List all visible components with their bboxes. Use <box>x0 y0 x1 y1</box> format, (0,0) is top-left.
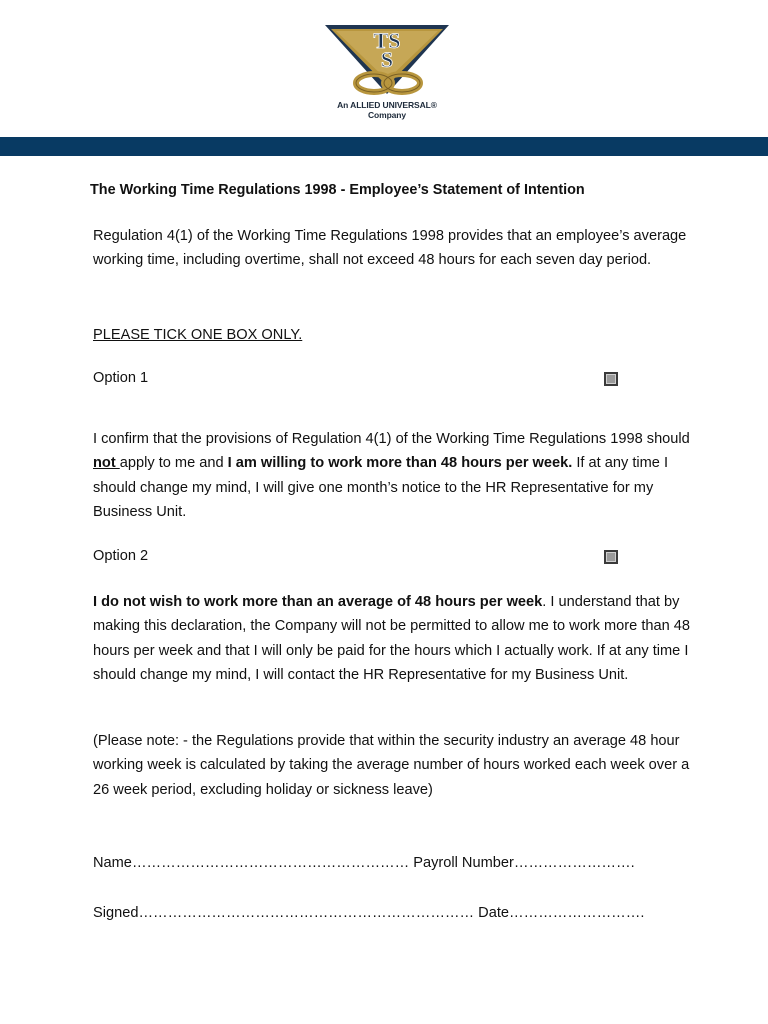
name-payroll-line <box>93 855 683 871</box>
option-1-bold: I am willing to work more than 48 hours per week. <box>227 455 573 472</box>
intro-paragraph: Regulation 4(1) of the Working Time Regulations 1998 provides that an employee’s average working time, including overtime, shall not exceed 48 hours for each seven day period. <box>93 228 687 269</box>
name-label: Name <box>93 855 132 871</box>
signature-field[interactable]: …………………………………………………………… <box>138 905 475 921</box>
company-logo <box>322 22 452 120</box>
option-2-statement <box>93 590 693 687</box>
option-1-checkbox[interactable] <box>604 372 618 386</box>
option-1-text-a: I confirm that the provisions of Regulation 4(1) of the Working Time Regulations 1998 should <box>93 431 690 447</box>
option-1-text-b: apply to me and <box>119 455 228 472</box>
payroll-label: Payroll Number <box>409 855 514 871</box>
name-field[interactable]: ………………………………………………… <box>131 855 410 871</box>
option-1-text-c: If at any time I should change my mind, I will give one month’s notice to the HR Representative for my Business Unit. <box>93 455 669 520</box>
option-2-checkbox[interactable] <box>604 550 618 564</box>
option-1-statement <box>93 427 693 524</box>
option-2-text-rest: . I understand that by making this declaration, the Company will not be permitted to allow me to work more than 48 hours per week and that I will only be paid for the hours which I actually work. If at any time I should change my mind, I will contact the HR Representative for my Business Unit. <box>93 594 691 683</box>
logo-tagline: An ALLIED UNIVERSAL® Company <box>337 100 437 120</box>
option-2-label: Option 2 <box>93 548 149 564</box>
header-band <box>0 137 768 156</box>
option-1-not: not <box>93 455 120 472</box>
note-paragraph: (Please note: - the Regulations provide that within the security industry an average 48 hour working week is calculated by taking the average number of hours worked each week over a 26 week period, excluding holiday or sickness leave) <box>93 733 690 798</box>
signed-date-line <box>93 905 683 921</box>
date-label: Date <box>474 905 509 921</box>
logo-letter-bottom: S <box>380 47 394 72</box>
tss-shield-logo-icon <box>322 22 452 100</box>
date-field[interactable]: ………………………. <box>509 905 645 921</box>
signed-label: Signed <box>93 905 139 921</box>
document-title: The Working Time Regulations 1998 - Employee’s Statement of Intention <box>90 182 585 198</box>
option-1-label: Option 1 <box>93 370 149 386</box>
payroll-field[interactable]: ……………………. <box>513 855 635 871</box>
option-2-bold: I do not wish to work more than an average of 48 hours per week <box>93 594 543 610</box>
tick-instruction: PLEASE TICK ONE BOX ONLY. <box>93 327 303 343</box>
logo-letters-top: TS <box>373 28 401 53</box>
